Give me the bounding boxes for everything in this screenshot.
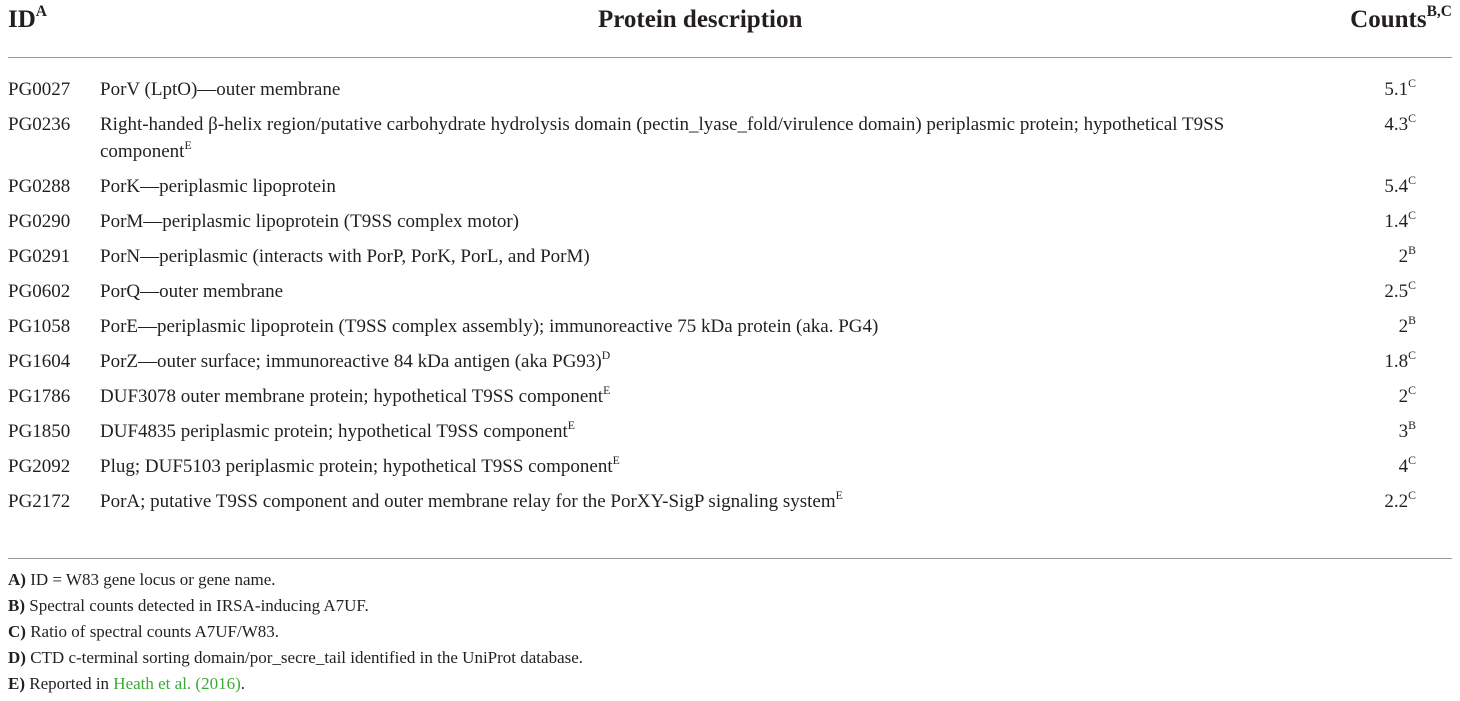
row-count: $3^B$: [1398, 418, 1416, 442]
row-count: $2^B$: [1398, 313, 1416, 337]
table-row: [0, 169, 1460, 204]
footnotes: [8, 567, 583, 697]
footnote-e: E) Reported in Heath et al. (2016).: [8, 674, 245, 693]
row-count: $5.1^C$: [1384, 76, 1416, 100]
row-description: PorA; putative T9SS component and outer membrane relay for the PorXY-SigP signaling system$^E$: [100, 488, 843, 512]
table-row: [0, 414, 1460, 449]
row-description: PorN—periplasmic (interacts with PorP, PorK, PorL, and PorM): [100, 246, 590, 267]
row-id: PG1058: [8, 316, 71, 337]
table-row: [0, 107, 1460, 169]
row-description: Plug; DUF5103 periplasmic protein; hypothetical T9SS component$^E$: [100, 453, 620, 477]
footnote-d: D) CTD c-terminal sorting domain/por_secre_tail identified in the UniProt database.: [8, 648, 584, 667]
row-count: $2.5^C$: [1384, 278, 1416, 302]
row-id: PG0288: [8, 176, 71, 197]
row-description: PorE—periplasmic lipoprotein (T9SS complex assembly); immunoreactive 75 kDa protein (aka. PG4): [100, 316, 879, 337]
row-description: PorQ—outer membrane: [100, 281, 284, 302]
header-description: Protein description: [598, 6, 803, 33]
table-header: [0, 0, 1460, 44]
row-id: PG0291: [8, 246, 71, 267]
row-description: PorK—periplasmic lipoprotein: [100, 176, 336, 197]
table-row: [0, 484, 1460, 519]
footer-divider: [8, 558, 1452, 559]
row-count: $1.4^C$: [1384, 208, 1416, 232]
header-id: $ID^A$: [8, 3, 47, 33]
row-id: PG0236: [8, 114, 71, 135]
row-description: PorV (LptO)—outer membrane: [100, 79, 341, 100]
row-id: PG1850: [8, 421, 71, 442]
row-id: PG1786: [8, 386, 71, 407]
row-count: $4^C$: [1398, 453, 1416, 477]
footnote-a: A) ID = W83 gene locus or gene name.: [8, 570, 276, 589]
row-id: PG0027: [8, 79, 71, 100]
row-count: $4.3^C$: [1384, 111, 1416, 135]
reference-link[interactable]: Heath et al. (2016): [113, 674, 241, 693]
footnote-b: B) Spectral counts detected in IRSA-inducing A7UF.: [8, 596, 369, 615]
row-id: PG2092: [8, 456, 71, 477]
row-description: PorM—periplasmic lipoprotein (T9SS complex motor): [100, 211, 520, 232]
row-count: $1.8^C$: [1384, 348, 1416, 372]
row-id: PG2172: [8, 491, 71, 512]
header-counts: Counts$^{B,C}$: [1350, 3, 1452, 33]
table-row: [0, 309, 1460, 344]
footnote-c: C) Ratio of spectral counts A7UF/W83.: [8, 622, 280, 641]
row-count: $2^B$: [1398, 243, 1416, 267]
row-count: $2.2^C$: [1384, 488, 1416, 512]
row-id: PG0290: [8, 211, 71, 232]
table-row: [0, 344, 1460, 379]
table-row: [0, 204, 1460, 239]
row-id: PG0602: [8, 281, 71, 302]
table-row: [0, 274, 1460, 309]
header-divider: [8, 57, 1452, 58]
row-description: Right-handed β-helix region/putative carbohydrate hydrolysis domain (pectin_lyase_fold/virulence domain) periplasmic protein; hypothetical T9SS component$^E$: [100, 114, 1225, 162]
table-row: [0, 379, 1460, 414]
row-id: PG1604: [8, 351, 71, 372]
table-row: [0, 239, 1460, 274]
table-row: [0, 72, 1460, 107]
protein-table: [0, 72, 1460, 519]
row-description: DUF3078 outer membrane protein; hypothetical T9SS component$^E$: [100, 383, 611, 407]
row-count: $5.4^C$: [1384, 173, 1416, 197]
table-row: [0, 449, 1460, 484]
row-description: DUF4835 periplasmic protein; hypothetical T9SS component$^E$: [100, 418, 575, 442]
row-count: $2^C$: [1398, 383, 1416, 407]
row-description: PorZ—outer surface; immunoreactive 84 kDa antigen (aka PG93)$^D$: [100, 348, 611, 372]
